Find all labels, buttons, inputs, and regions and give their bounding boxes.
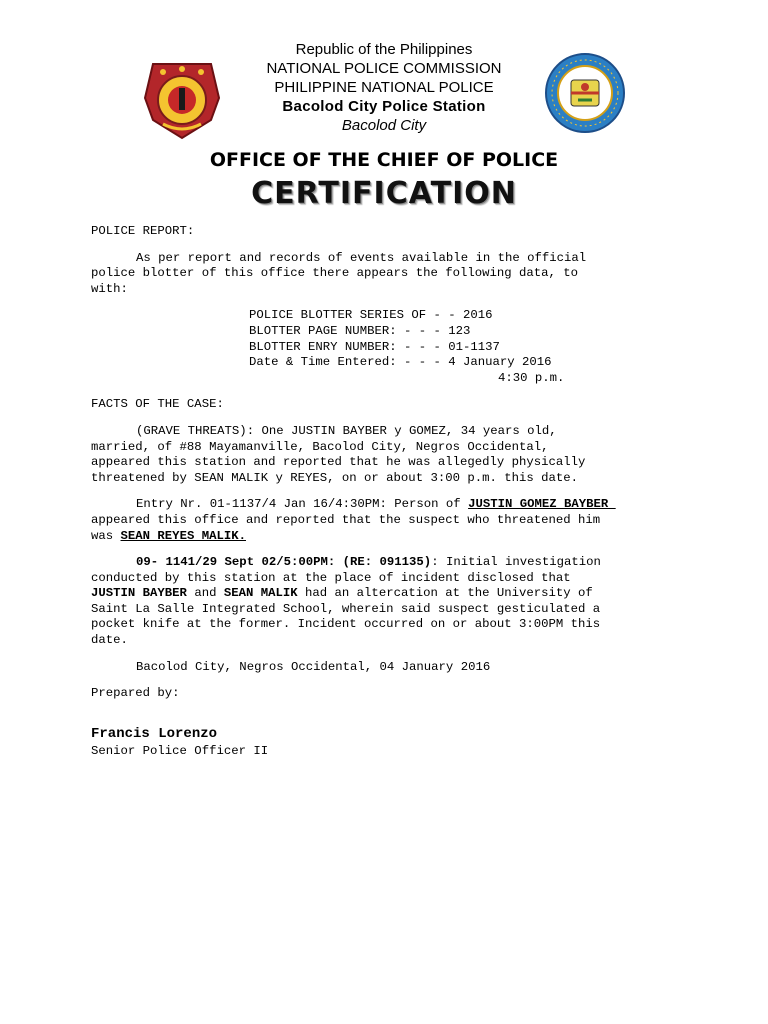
office-title: OFFICE OF THE CHIEF OF POLICE [209,149,559,171]
investigation-paragraph-line: date. [91,633,128,648]
blotter-entry: BLOTTER ENRY NUMBER: - - - 01-1137 [249,339,500,354]
place-date: Bacolod City, Negros Occidental, 04 January 2016 [136,659,491,674]
suspect-name: SEAN REYES MALIK. [120,528,246,543]
entry-paragraph-line [91,529,691,545]
entry-paragraph-line: appeared this office and reported that the suspect who threatened him [91,512,601,527]
blotter-date: Date & Time Entered: - - - 4 January 2016 [249,355,552,370]
document-body [91,224,691,702]
entry-paragraph-line [91,497,691,513]
investigation-paragraph-line: pocket knife at the former. Incident occurred on or about 3:00PM this [91,617,601,632]
blotter-page: BLOTTER PAGE NUMBER: - - - 123 [249,323,471,338]
signatory-title: Senior Police Officer II [91,744,269,758]
investigation-paragraph-line [91,586,691,602]
certification-title: CERTIFICATION [251,176,517,211]
facts-paragraph-line: (GRAVE THREATS): One JUSTIN BAYBER y GOMEZ, 34 years old, [136,423,557,438]
city-line: Bacolod City [341,117,427,134]
entry-text: was [91,528,121,543]
entry-text: Entry Nr. 01-1137/4 Jan 16/4:30PM: Person of [136,497,469,512]
pnp-line: PHILIPPINE NATIONAL POLICE [274,79,494,96]
intro-line: police blotter of this office there appears the following data, to [91,266,579,281]
commission-line: NATIONAL POLICE COMMISSION [266,60,502,77]
investigation-paragraph-line: Saint La Salle Integrated School, wherein said suspect gesticulated a [91,601,601,616]
facts-paragraph-line: appeared this station and reported that he was allegedly physically [91,455,586,470]
blotter-details [91,308,691,386]
intro-line: As per report and records of events available in the official [136,250,587,265]
investigation-text: had an altercation at the University of [297,586,593,601]
suspect-bold: SEAN MALIK [223,586,298,601]
investigation-paragraph-line: conducted by this station at the place of incident disclosed that [91,570,571,585]
prepared-by-label: Prepared by: [91,686,180,701]
facts-paragraph-line: married, of #88 Mayamanville, Bacolod City, Negros Occidental, [91,439,549,454]
republic-line: Republic of the Philippines [295,41,473,58]
police-report-label: POLICE REPORT: [91,224,195,238]
blotter-time: 4:30 p.m. [498,370,565,385]
station-line: Bacolod City Police Station [282,98,486,115]
facts-paragraph-line: threatened by SEAN MALIK y REYES, on or about 3:00 p.m. this date. [91,470,579,485]
intro-line: with: [91,281,128,296]
facts-label: FACTS OF THE CASE: [91,397,224,412]
signatory-name: Francis Lorenzo [91,726,218,742]
investigation-entry-ref: 09- 1141/29 Sept 02/5:00PM: (RE: 091135) [136,555,432,570]
investigation-paragraph-line [91,555,691,571]
investigation-text: : Initial investigation [431,555,601,570]
complainant-name: JUSTIN GOMEZ BAYBER [468,497,616,512]
blotter-series: POLICE BLOTTER SERIES OF - - 2016 [249,308,493,323]
investigation-text: and [186,586,224,601]
complainant-bold: JUSTIN BAYBER [91,586,187,601]
letterhead [0,40,768,140]
